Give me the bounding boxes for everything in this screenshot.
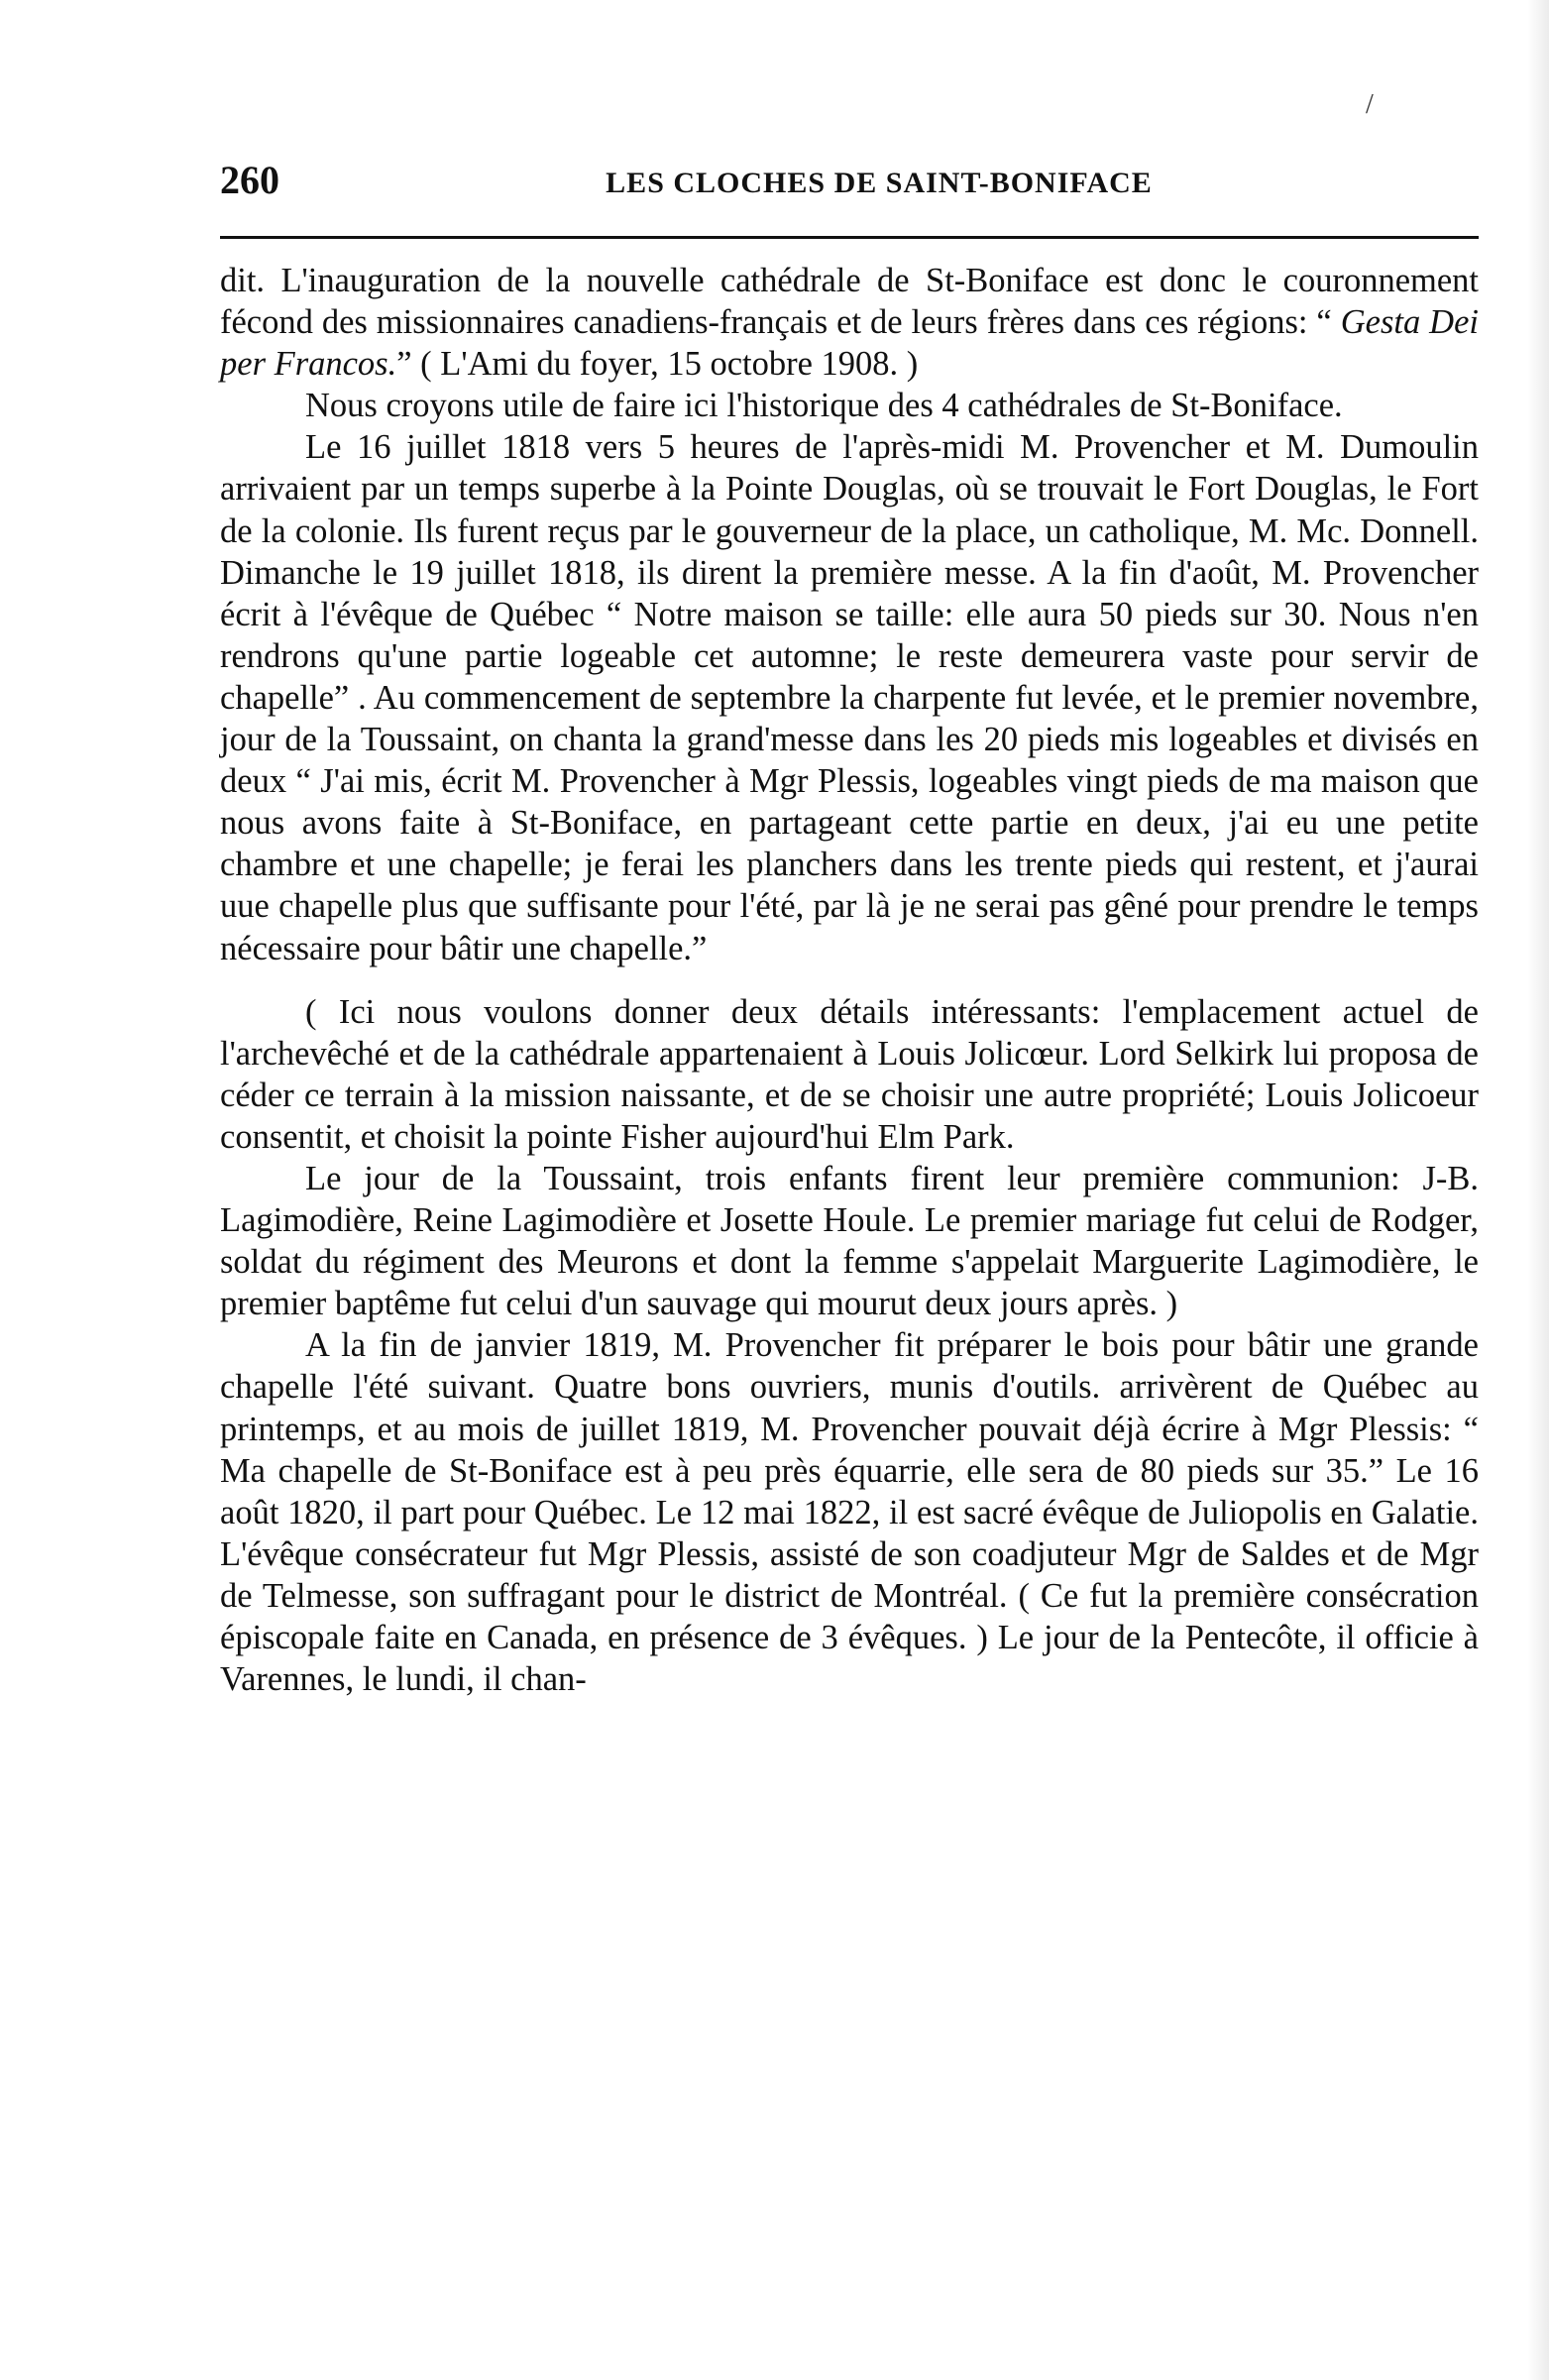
paragraph-4: ( Ici nous voulons donner deux détails intéressants: l'emplacement actuel de l'archevêché et de la cathédrale appartenaient à Louis Jolicœur. Lord Selkirk lui proposa de céder ce terrain à la mission naissante, et de se choisir une autre propriété; Louis Jolicoeur consentit, et choisit la pointe Fisher aujourd'hui Elm Park. <box>220 992 1479 1156</box>
corner-mark: / <box>1366 89 1374 120</box>
page-header <box>220 149 1479 208</box>
paragraph-1 <box>220 260 1479 385</box>
paragraph-2: Nous croyons utile de faire ici l'historique des 4 cathédrales de St-Boniface. <box>305 387 1343 425</box>
paragraph-1-latin-quote: Gesta Dei per Francos. <box>220 303 1479 384</box>
body-text <box>220 260 1479 1700</box>
paragraph-3: Le 16 juillet 1818 vers 5 heures de l'après-midi M. Provencher et M. Dumoulin arrivaient par un temps superbe à la Pointe Douglas, où se trouvait le Fort Douglas, le Fort de la colonie. Ils furent reçus par le gouverneur de la place, un catholique, M. Mc. Donnell. Dimanche le 19 juillet 1818, ils dirent la première messe. A la fin d'août, M. Provencher écrit à l'évêque de Québec “ Notre maison se taille: elle aura 50 pieds sur 30. Nous n'en rendrons qu'une partie logeable cet automne; le reste demeurera vaste pour servir de chapelle” . Au commencement de septembre la charpente fut levée, et le premier novembre, jour de la Toussaint, on chanta la grand'messe dans les 20 pieds mis logeables et divisés en deux “ J'ai mis, écrit M. Provencher à Mgr Plessis, logeables vingt pieds de ma maison que nous avons faite à St-Boniface, en partageant cette partie en deux, j'ai eu une petite chambre et une chapelle; je ferai les planchers dans les trente pieds qui restent, et j'aurai uue chapelle plus que suffisante pour l'été, par là je ne serai pas gêné pour prendre le temps nécessaire pour bâtir une chapelle.” <box>220 428 1479 967</box>
paragraph-1-text-b: ” ( L'Ami du foyer, 15 octobre 1908. ) <box>396 345 919 384</box>
paragraph-5: Le jour de la Toussaint, trois enfants firent leur première communion: J-B. Lagimodière, Reine Lagimodière et Josette Houle. Le premier mariage fut celui de Rodger, soldat du régiment des Meurons et dont la femme s'appelait Marguerite Lagimodière, le premier baptême fut celui d'un sauvage qui mourut deux jours après. ) <box>220 1159 1479 1323</box>
paragraph-1-text-a: dit. L'inauguration de la nouvelle cathédrale de St-Boniface est donc le couronnement fécond des missionnaires canadiens-français et de leurs frères dans ces régions: “ <box>220 262 1479 342</box>
running-title: LES CLOCHES DE SAINT-BONIFACE <box>606 167 1153 199</box>
paragraph-6: A la fin de janvier 1819, M. Provencher fit préparer le bois pour bâtir une grande chapelle l'été suivant. Quatre bons ouvriers, munis d'outils. arrivèrent de Québec au printemps, et au mois de juillet 1819, M. Provencher pouvait déjà écrire à Mgr Plessis: “ Ma chapelle de St-Boniface est à peu près équarrie, elle sera de 80 pieds sur 35.” Le 16 août 1820, il part pour Québec. Le 12 mai 1822, il est sacré évêque de Juliopolis en Galatie. L'évêque consécrateur fut Mgr Plessis, assisté de son coadjuteur Mgr de Saldes et de Mgr de Telmesse, son suffragant pour le district de Montréal. ( Ce fut la première consécration épiscopale faite en Canada, en présence de 3 évêques. ) Le jour de la Pentecôte, il officie à Varennes, le lundi, il chan- <box>220 1326 1479 1699</box>
page-edge-shadow <box>1527 0 1549 2380</box>
header-rule <box>220 236 1479 239</box>
page-number: 260 <box>220 158 279 202</box>
